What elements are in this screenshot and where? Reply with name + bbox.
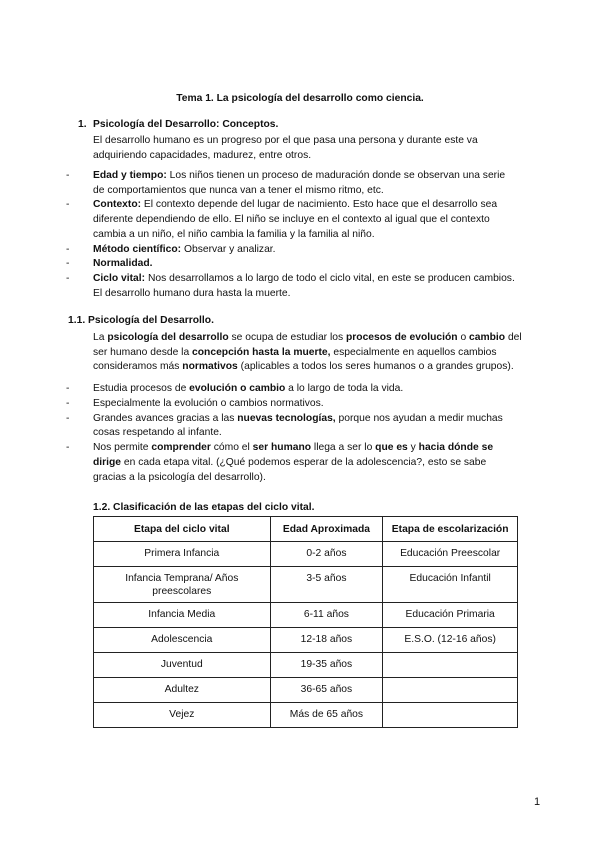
table-cell: Más de 65 años [270, 703, 383, 728]
column-header: Etapa de escolarización [383, 517, 518, 542]
text: diferente dependiendo de ello. El niño se incluye en el contexto al igual que el contexto [93, 214, 490, 226]
text: o [457, 332, 470, 343]
bullet-dash: - [66, 170, 70, 181]
table-cell [383, 653, 518, 678]
text-line [93, 441, 493, 455]
text: Nos permite [93, 442, 152, 454]
table-row [94, 703, 518, 728]
section-number: 1. [78, 119, 87, 130]
text: ser humano desde la [93, 346, 193, 358]
table-row [94, 567, 518, 603]
bullet-dash: - [66, 243, 70, 255]
table-cell: Juventud [94, 653, 271, 678]
text: se ocupa de estudiar los [228, 332, 346, 343]
text-line [93, 287, 290, 301]
table-cell: Infancia Media [94, 603, 271, 628]
text: Los niños tienen un proceso de maduración donde se observan una serie [166, 170, 506, 181]
text: y [407, 442, 419, 454]
document-title: Tema 1. La psicología del desarrollo como ciencia. [176, 93, 424, 104]
table-row [94, 542, 518, 567]
text: Observar y analizar. [181, 243, 276, 255]
table-cell: 6-11 años [270, 603, 383, 628]
text-line [93, 257, 153, 271]
text: El contexto depende del lugar de nacimiento. Esto hace que el desarrollo sea [141, 199, 498, 211]
text-line [93, 397, 324, 411]
bold-text: psicología del desarrollo [107, 332, 229, 343]
text: cómo el [210, 442, 253, 454]
bullet-dash: - [66, 442, 70, 454]
text-line [93, 456, 486, 470]
text: cambia a un niño, el niño cambia la familia y la familia al niño. [93, 228, 375, 240]
text-line [93, 272, 515, 286]
table-cell: Adolescencia [94, 628, 271, 653]
table-cell: Vejez [94, 703, 271, 728]
bold-text: hacia dónde se [418, 442, 494, 454]
table-cell: Educación Infantil [383, 567, 518, 603]
table-row [94, 628, 518, 653]
bullet-dash: - [66, 383, 70, 394]
text-line [93, 382, 403, 396]
bold-text: que es [375, 442, 408, 454]
text-line [93, 149, 311, 163]
bullet-dash: - [66, 397, 70, 409]
table-header-row [94, 517, 518, 542]
text-line [93, 184, 384, 198]
text: porque nos ayudan a medir muchas [335, 412, 503, 424]
text: consideramos más [93, 361, 183, 373]
bold-text: Ciclo vital: [93, 272, 146, 284]
text: Nos desarrollamos a lo largo de todo el ciclo vital, en este se producen cambios. [145, 272, 515, 284]
bold-text: Edad y tiempo: [93, 170, 167, 181]
table-cell: Infancia Temprana/ Años preescolares [94, 567, 271, 603]
text-line [93, 134, 478, 148]
bold-text: procesos de evolución [345, 332, 458, 343]
table-cell [383, 703, 518, 728]
table-cell: 36-65 años [270, 678, 383, 703]
table-cell: Educación Primaria [383, 603, 518, 628]
bullet-dash: - [66, 258, 70, 270]
subsection-heading: 1.1. Psicología del Desarrollo. [68, 315, 214, 326]
bold-text: cambio [469, 332, 506, 343]
table-row [94, 603, 518, 628]
bold-text: Normalidad. [93, 258, 153, 270]
text-line [93, 213, 490, 227]
table-cell: 0-2 años [270, 542, 383, 567]
text: Especialmente la evolución o cambios normativos. [93, 397, 324, 409]
section-heading: Psicología del Desarrollo: Conceptos. [93, 119, 279, 130]
table-cell: 3-5 años [270, 567, 383, 603]
text: (aplicables a todos los seres humanos o a grandes grupos). [237, 361, 514, 373]
table-cell: E.S.O. (12-16 años) [383, 628, 518, 653]
table-row [94, 678, 518, 703]
text: gracias a la psicología del desarrollo). [93, 471, 266, 483]
text: cosas respetando al infante. [93, 427, 222, 439]
bold-text: normativos [182, 361, 238, 373]
text: Estudia procesos de [93, 383, 190, 394]
text: adquiriendo capacidades, madurez, entre otros. [93, 150, 312, 161]
text-line [93, 228, 375, 242]
text-line [93, 471, 266, 485]
text-line [93, 412, 503, 426]
text: La [93, 332, 108, 343]
table-cell [383, 678, 518, 703]
text: especialmente en aquellos cambios [330, 346, 497, 358]
table-row [94, 653, 518, 678]
bold-text: Método científico: [93, 243, 182, 255]
table-cell: Primera Infancia [94, 542, 271, 567]
bullet-dash: - [66, 272, 70, 284]
bullet-dash: - [66, 412, 70, 424]
text-line [93, 360, 514, 374]
text: a lo largo de toda la vida. [285, 383, 404, 394]
text-line [93, 243, 276, 257]
column-header: Edad Aproximada [270, 517, 383, 542]
text: El desarrollo humano dura hasta la muerte. [93, 287, 291, 299]
text-line [93, 426, 222, 440]
life-stages-table [93, 516, 518, 728]
bold-text: Contexto: [93, 199, 142, 211]
bold-text: concepción hasta la muerte, [192, 346, 331, 358]
text: en cada etapa vital. (¿Qué podemos esperar de la adolescencia?, esto se sabe [121, 457, 487, 468]
table-cell: 19-35 años [270, 653, 383, 678]
table-cell: 12-18 años [270, 628, 383, 653]
bold-text: ser humano [252, 442, 312, 454]
text: llega a ser lo [311, 442, 376, 454]
bold-text: nuevas tecnologías, [237, 412, 336, 424]
bold-text: dirige [93, 457, 122, 468]
page-number: 1 [534, 796, 541, 808]
bullet-dash: - [66, 199, 70, 211]
text-line [93, 198, 497, 212]
bold-text: evolución o cambio [189, 383, 286, 394]
bold-text: comprender [151, 442, 211, 454]
subsection-heading: 1.2. Clasificación de las etapas del ciclo vital. [93, 502, 315, 513]
text: del [505, 332, 522, 343]
table-cell: Educación Preescolar [383, 542, 518, 567]
text-line [93, 346, 497, 360]
table-cell: Adultez [94, 678, 271, 703]
text: Grandes avances gracias a las [93, 412, 238, 424]
text: de comportamientos que nunca van a tener el mismo ritmo, etc. [93, 184, 384, 196]
text-line [93, 331, 522, 345]
text: El desarrollo humano es un progreso por el que pasa una persona y durante este va [93, 135, 478, 146]
column-header: Etapa del ciclo vital [94, 517, 271, 542]
text-line [93, 169, 505, 183]
